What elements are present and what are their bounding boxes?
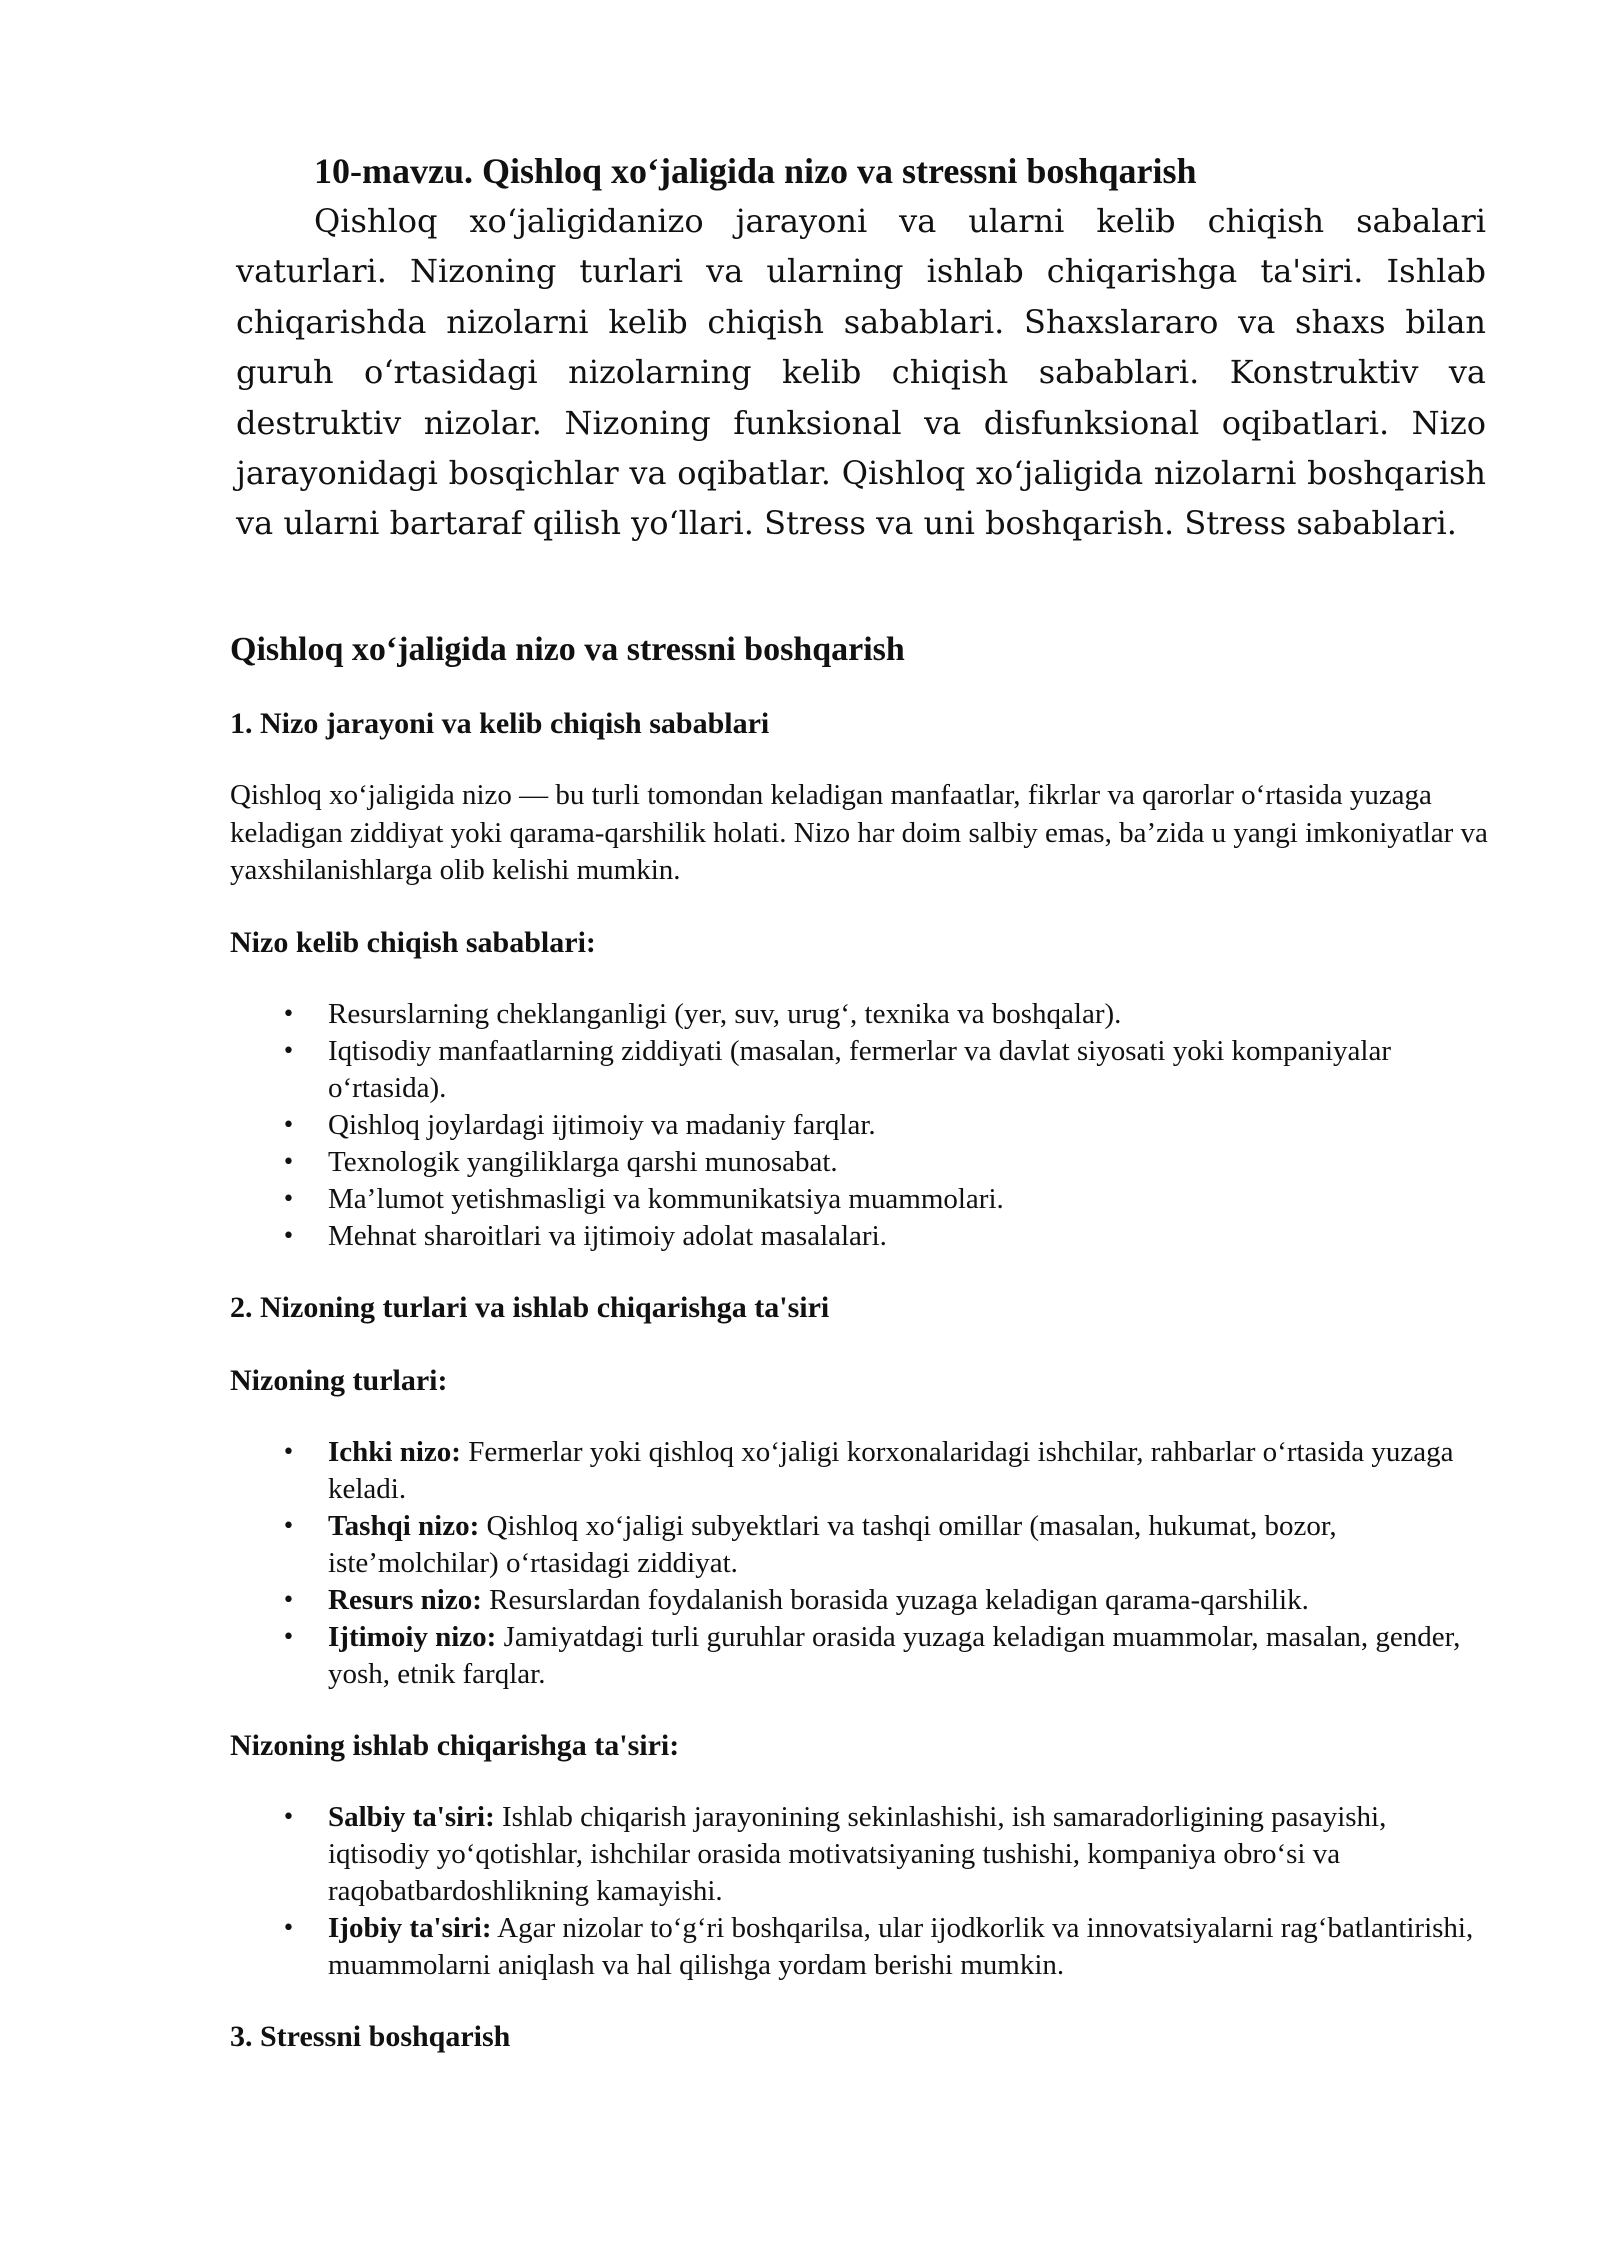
causes-list — [230, 996, 1495, 1255]
list-item: • Tashqi nizo: Qishloq xo‘jaligi subyektlari va tashqi omillar (masalan, hukumat, bozor, iste’molchilar) o‘rtasidagi ziddiyat. — [282, 1509, 1337, 1579]
main-title: Qishloq xo‘jaligida nizo va stressni boshqarish — [230, 631, 905, 668]
section1-paragraph: Qishloq xo‘jaligida nizo — bu turli tomondan keladigan manfaatlar, fikrlar va qarorlar o‘rtasida yuzaga keladigan ziddiyat yoki qarama-qarshilik holati. Nizo har doim salbiy emas, ba’zida u yangi imkoniyatlar va yaxshilanishlarga olib kelishi mumkin. — [230, 779, 1488, 886]
impact-heading: Nizoning ishlab chiqarishga ta'siri: — [230, 1728, 680, 1762]
topic-summary: Qishloq xo‘jaligidanizo jarayoni va ularni kelib chiqish sabalari vaturlari. Nizoning turlari va ularning ishlab chiqarishga ta'siri. Ishlab chiqarishda nizolarni kelib chiqish sabablari. Shaxslararo va shaxs bilan guruh o‘rtasidagi nizolarning kelib chiqish sabablari. Konstruktiv va destruktiv nizolar. Nizoning funksional va disfunksional oqibatlari. Nizo jarayonidagi bosqichlar va oqibatlar. Qishloq xo‘jaligida nizolarni boshqarish va ularni bartaraf qilish yo‘llari. Stress va uni boshqarish. Stress sabablari. — [236, 202, 1486, 543]
bullet-icon: • — [282, 1112, 295, 1138]
bullet-icon: • — [282, 1038, 295, 1064]
list-item: • Mehnat sharoitlari va ijtimoiy adolat masalalari. — [328, 1218, 1495, 1255]
bullet-icon: • — [282, 1223, 295, 1249]
term: Ijobiy ta'siri: — [328, 1911, 492, 1944]
types-heading: Nizoning turlari: — [230, 1363, 448, 1397]
term: Ichki nizo: — [328, 1435, 461, 1468]
bullet-icon: • — [282, 1186, 295, 1212]
list-item: • Ijtimoiy nizo: Jamiyatdagi turli guruhlar orasida yuzaga keladigan muammolar, masalan, gender, yosh, etnik farqlar. — [282, 1620, 1461, 1690]
bullet-icon: • — [282, 1149, 295, 1175]
list-item: • Salbiy ta'siri: Ishlab chiqarish jarayonining sekinlashishi, ish samaradorligining pasayishi, iqtisodiy yo‘qotishlar, ishchilar orasida motivatsiyaning tushishi, kompaniya obro‘si va raqobatbardoshlikning kamayishi. — [282, 1800, 1387, 1907]
bullet-icon: • — [282, 1587, 295, 1613]
term: Resurs nizo: — [328, 1583, 482, 1616]
topic-title: 10-mavzu. Qishloq xo‘jaligida nizo va stressni boshqarish — [314, 151, 1197, 191]
causes-heading: Nizo kelib chiqish sabablari: — [230, 925, 596, 959]
impacts-list — [230, 1799, 1495, 1984]
section2-heading: 2. Nizoning turlari va ishlab chiqarishga ta'siri — [230, 1290, 830, 1324]
section1-heading: 1. Nizo jarayoni va kelib chiqish sabablari — [230, 707, 770, 740]
list-item: • Resurslarning cheklanganligi (yer, suv, urug‘, texnika va boshqalar). — [328, 996, 1495, 1033]
bullet-icon: • — [282, 1915, 295, 1941]
bullet-icon: • — [282, 1439, 295, 1465]
term: Ijtimoiy nizo: — [328, 1620, 497, 1653]
document-body — [230, 622, 1495, 2090]
list-item: • Resurs nizo: Resurslardan foydalanish borasida yuzaga keladigan qarama-qarshilik. — [328, 1582, 1495, 1619]
list-item: • Texnologik yangiliklarga qarshi munosabat. — [328, 1144, 1495, 1181]
bullet-icon: • — [282, 1804, 295, 1830]
list-item: • Qishloq joylardagi ijtimoiy va madaniy farqlar. — [328, 1107, 1495, 1144]
list-item: • Ma’lumot yetishmasligi va kommunikatsiya muammolari. — [328, 1181, 1495, 1218]
list-item: • Ichki nizo: Fermerlar yoki qishloq xo‘jaligi korxonalaridagi ishchilar, rahbarlar o‘rtasida yuzaga keladi. — [282, 1435, 1454, 1505]
bullet-icon: • — [282, 1624, 295, 1650]
list-item: • Ijobiy ta'siri: Agar nizolar to‘g‘ri boshqarilsa, ular ijodkorlik va innovatsiyalarni rag‘batlantirishi, muammolarni aniqlash va hal qilishga yordam berishi mumkin. — [282, 1911, 1474, 1981]
term: Salbiy ta'siri: — [328, 1800, 495, 1833]
bullet-icon: • — [282, 1513, 295, 1539]
bullet-icon: • — [282, 1001, 295, 1027]
section3-heading: 3. Stressni boshqarish — [230, 2019, 511, 2053]
list-item: • Iqtisodiy manfaatlarning ziddiyati (masalan, fermerlar va davlat siyosati yoki kompaniyalar o‘rtasida). — [282, 1034, 1391, 1104]
term: Tashqi nizo: — [328, 1509, 480, 1542]
types-list — [230, 1434, 1495, 1693]
topic-intro — [236, 146, 1486, 549]
